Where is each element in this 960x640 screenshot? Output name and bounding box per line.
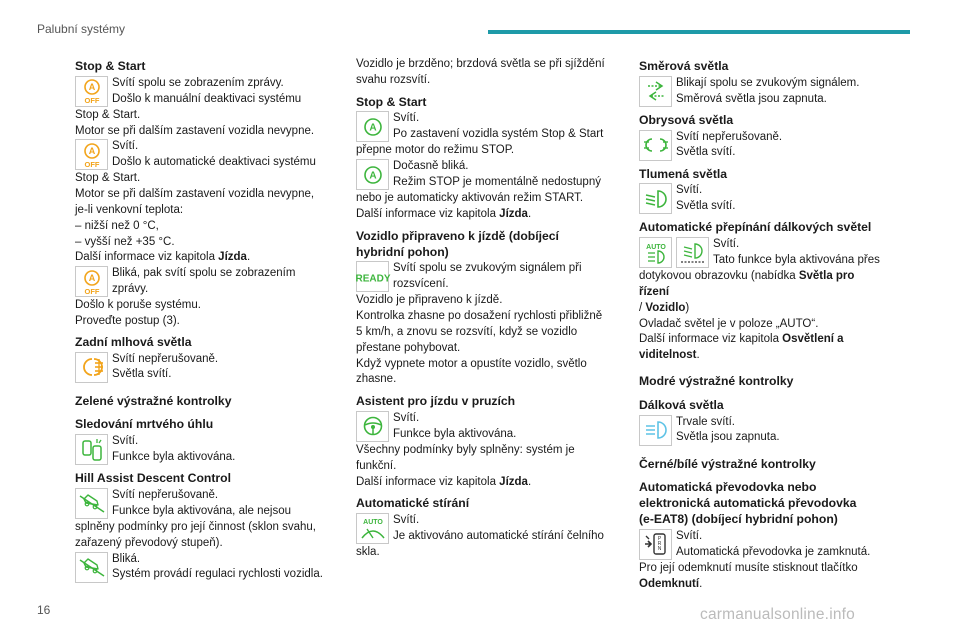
heading-auto-wipe: Automatické stírání — [356, 496, 470, 511]
svg-text:N: N — [657, 546, 661, 553]
blind-spot-icon — [75, 434, 108, 465]
svg-text:A: A — [368, 170, 377, 182]
svg-text:AUTO: AUTO — [645, 243, 666, 251]
stop-start-off-amber-icon — [75, 266, 108, 297]
stop-start-manual-text: Svítí spolu se zobrazením zprávy. Došlo k manuální deaktivaci systému Stop & Start. Motor se při dalším zastavení vozidla nevypne. — [75, 76, 315, 137]
heading-stop-start: Stop & Start — [75, 59, 146, 73]
dipped-beam-text: Svítí. Světla svítí. — [676, 184, 736, 213]
group-heading-green: Zelené výstražné kontrolky — [75, 393, 232, 408]
rear-fog-text: Svítí nepřerušovaně. Světla svítí. — [112, 352, 219, 381]
turn-signals-text: Blikají spolu se zvukovým signálem. Směrová světla jsou zapnuta. — [676, 76, 860, 105]
column-left — [75, 57, 340, 584]
stop-start-off-amber-icon — [75, 76, 108, 107]
heading-main-beam: Dálková světla — [639, 397, 724, 412]
steering-wheel-icon — [356, 411, 389, 442]
heading-auto-main-beam: Automatické přepínání dálkových světel — [639, 220, 872, 235]
svg-text:R: R — [657, 541, 661, 548]
heading-gearbox: Automatická převodovka nebo elektronická automatická převodovka (e-EAT8) (dobíjecí hybridní pohon) — [639, 480, 857, 526]
heading-blind-spot: Sledování mrtvého úhlu — [75, 417, 214, 432]
column-right — [639, 57, 884, 592]
svg-text:A: A — [88, 272, 95, 283]
svg-text:READY: READY — [354, 273, 391, 285]
side-lights-text: Svítí nepřerušovaně. Světla svítí. — [676, 130, 783, 159]
group-heading-blue: Modré výstražné kontrolky — [639, 373, 794, 388]
blind-spot-text: Svítí. Funkce byla aktivována. — [112, 435, 236, 463]
ready-text: Svítí spolu se zvukovým signálem při rozsvícení. Vozidlo je připraveno k jízdě. Kontrolka zhasne po dosažení rychlosti přibližně 5 km/h, a znovu se rozsvítí, když se vozidlo přestane pohybovat. Když vypnete motor a opustíte vozidlo, světlo zhasne. — [356, 262, 603, 386]
stop-start-auto-text: Svítí. Došlo k automatické deaktivaci systému Stop & Start. Motor se při dalším zastavení vozidla nevypne, je-li venkovní teplota: – nižší než 0 °C, – vyšší než +35 °C. Další informace viz kapitola Jízda. — [75, 140, 316, 264]
hill-descent-icon — [75, 552, 108, 583]
auto-wipe-text: Svítí. Je aktivováno automatické stírání čelního skla. — [356, 514, 604, 559]
svg-text:A: A — [88, 145, 95, 156]
heading-side-lights: Obrysová světla — [639, 112, 734, 127]
heading-hadc: Hill Assist Descent Control — [75, 471, 231, 486]
side-lights-icon — [639, 130, 672, 161]
heading-ready: Vozidlo připraveno k jízdě (dobíjecí hybridní pohon) — [356, 228, 559, 259]
heading-dipped-beam: Tlumená světla — [639, 166, 728, 181]
auto-main-beam-icon — [639, 237, 672, 268]
hill-descent-icon — [75, 488, 108, 519]
group-heading-black-white: Černé/bílé výstražné kontrolky — [639, 456, 816, 471]
svg-text:OFF: OFF — [84, 96, 99, 106]
stop-start-green-icon — [356, 159, 389, 190]
heading-stop-start-green: Stop & Start — [356, 94, 427, 109]
gearbox-lock-icon — [639, 529, 672, 560]
stop-start-green-icon — [356, 111, 389, 142]
watermark: carmanualsonline.info — [700, 606, 855, 623]
turn-signal-icon — [639, 76, 672, 107]
hadc-active-text: Svítí nepřerušovaně. Funkce byla aktivována, ale nejsou splněny podmínky pro její činnost (sklon svahu, zařazený převodový stupeň). — [75, 488, 316, 549]
svg-text:A: A — [368, 122, 377, 134]
heading-turn-signals: Směrová světla — [639, 59, 729, 73]
svg-text:AUTO: AUTO — [362, 518, 383, 526]
auto-dipped-beam-icon — [676, 237, 709, 268]
stop-start-fault-text: Bliká, pak svítí spolu se zobrazením zprávy. Došlo k poruše systému. Proveďte postup (3). — [75, 267, 296, 327]
auto-wiper-icon — [356, 513, 389, 544]
page-number: 16 — [37, 603, 51, 617]
stop-start-stop-mode-text: Svítí. Po zastavení vozidla systém Stop & Start přepne motor do režimu STOP. — [356, 112, 604, 157]
column-middle — [356, 57, 621, 561]
svg-text:A: A — [88, 82, 95, 93]
running-header: Palubní systémy — [37, 22, 126, 36]
hadc-regulating-text: Bliká. Systém provádí regulaci rychlosti vozidla. — [112, 552, 323, 581]
svg-text:P: P — [657, 536, 661, 543]
svg-text:OFF: OFF — [84, 286, 99, 296]
heading-rear-fog: Zadní mlhová světla — [75, 334, 192, 349]
main-beam-text: Trvale svítí. Světla jsou zapnuta. — [676, 415, 780, 444]
auto-main-beam-text: Svítí. Tato funkce byla aktivována přes dotykovou obrazovku (nabídka Světla pro řízení / Vozidlo) Ovladač světel je v poloze „AUTO“. Další informace viz kapitola Osvětlení a viditelnost. — [639, 238, 880, 362]
svg-text:OFF: OFF — [84, 159, 99, 169]
heading-traffic-jam-assist: Asistent pro jízdu v pruzích — [356, 394, 516, 409]
hadc-braking-text: Vozidlo je brzděno; brzdová světla se při sjíždění svahu rozsvítí. — [356, 58, 605, 86]
ready-icon — [356, 261, 389, 292]
stop-start-flashing-text: Dočasně bliká. Režim STOP je momentálně nedostupný nebo je automaticky aktivován režim START. Další informace viz kapitola Jízda. — [356, 160, 601, 220]
stop-start-off-amber-icon — [75, 139, 108, 170]
header-accent-bar — [488, 30, 910, 34]
rear-fog-light-icon — [75, 352, 108, 383]
dipped-beam-icon — [639, 183, 672, 214]
main-beam-icon — [639, 415, 672, 446]
gearbox-text: Svítí. Automatická převodovka je zamknutá. Pro její odemknutí musíte stisknout tlačítko Odemknutí. — [639, 529, 871, 590]
traffic-jam-text: Svítí. Funkce byla aktivována. Všechny podmínky byly splněny: systém je funkční. Další informace viz kapitola Jízda. — [356, 411, 575, 488]
